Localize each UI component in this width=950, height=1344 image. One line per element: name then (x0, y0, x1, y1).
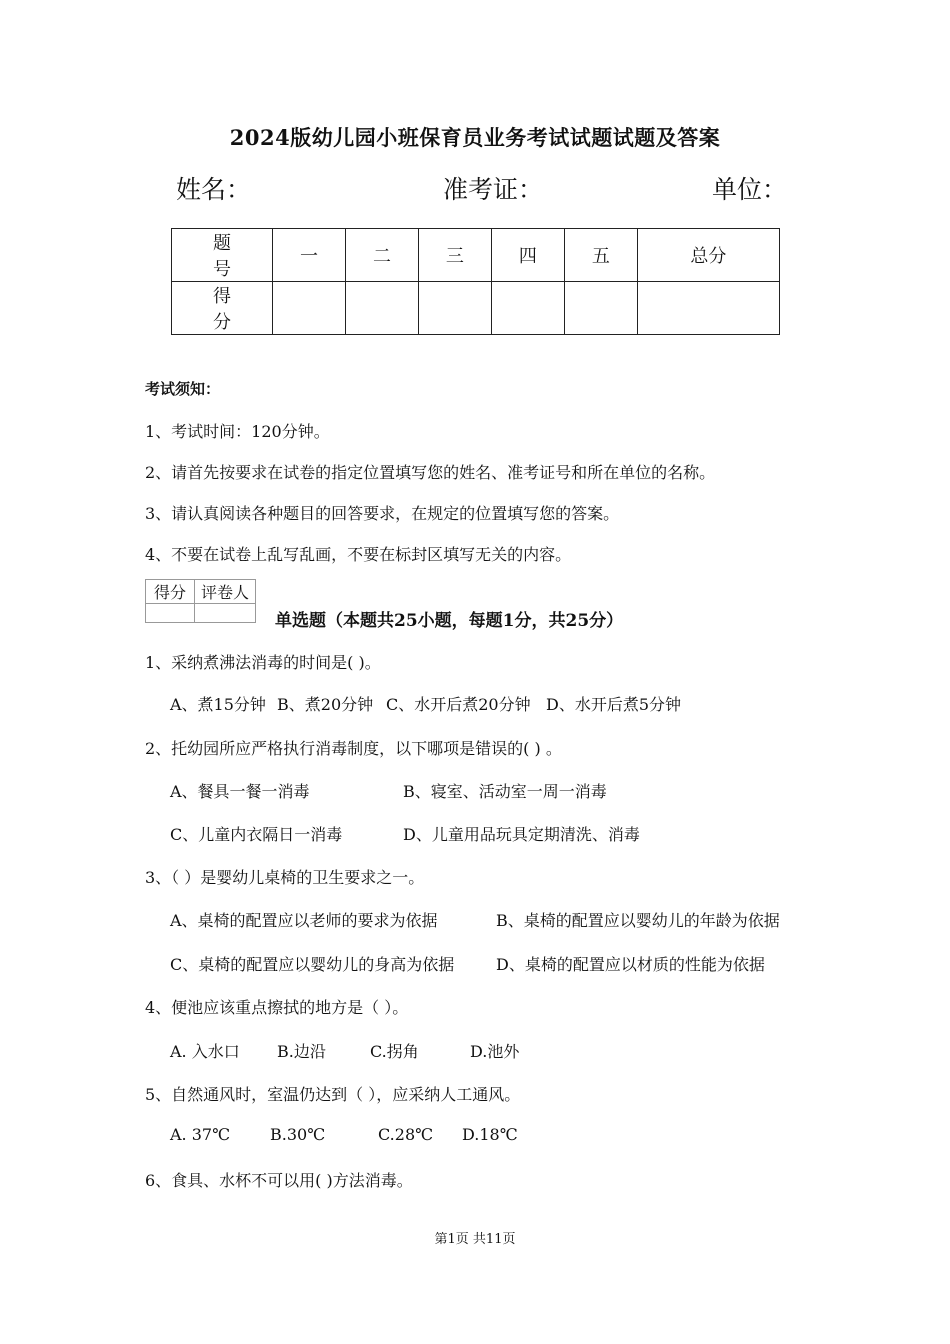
notice-item: 2、请首先按要求在试卷的指定位置填写您的姓名、准考证号和所在单位的名称。 (145, 463, 716, 482)
score-table-header-label: 题 号 (172, 229, 273, 282)
score-table-col-3: 三 (418, 229, 491, 282)
score-cell-2[interactable] (345, 282, 418, 335)
notice-item: 1、考试时间：120分钟。 (145, 422, 330, 441)
name-field-label: 姓名： (176, 175, 252, 204)
notice-title: 考试须知： (145, 380, 221, 398)
score-table-col-2: 二 (345, 229, 418, 282)
score-cell-4[interactable] (491, 282, 564, 335)
score-cell-total[interactable] (637, 282, 779, 335)
score-table (171, 228, 780, 335)
question-option: B.30℃ (270, 1125, 326, 1144)
page-footer: 第1页 共11页 (434, 1232, 516, 1247)
question-stem: 6、食具、水杯不可以用( )方法消毒。 (145, 1171, 413, 1190)
score-table-col-1: 一 (273, 229, 346, 282)
question-stem: 3、（ ）是婴幼儿桌椅的卫生要求之一。 (145, 868, 425, 887)
score-cell-5[interactable] (564, 282, 637, 335)
question-option: A. 37℃ (170, 1125, 230, 1144)
question-option: A、餐具一餐一消毒 (170, 782, 310, 801)
notice-item: 3、请认真阅读各种题目的回答要求，在规定的位置填写您的答案。 (145, 504, 620, 523)
question-option: D.池外 (470, 1042, 520, 1061)
score-table-col-4: 四 (491, 229, 564, 282)
notice-item: 4、不要在试卷上乱写乱画，不要在标封区填写无关的内容。 (145, 545, 572, 564)
grader-box (145, 579, 256, 623)
question-option: B.边沿 (277, 1042, 326, 1061)
score-cell-3[interactable] (418, 282, 491, 335)
score-table-score-row (172, 282, 780, 335)
unit-field-label: 单位： (712, 175, 788, 204)
question-option: D、桌椅的配置应以材质的性能为依据 (496, 955, 765, 974)
grader-reviewer-cell[interactable] (195, 604, 256, 623)
question-option: A、桌椅的配置应以老师的要求为依据 (170, 911, 438, 930)
score-table-col-total: 总分 (637, 229, 779, 282)
section-title: 单选题（本题共25小题，每题1分，共25分） (275, 611, 624, 631)
question-option: B、桌椅的配置应以婴幼儿的年龄为依据 (496, 911, 780, 930)
question-option: C.28℃ (378, 1125, 434, 1144)
score-table-col-5: 五 (564, 229, 637, 282)
grader-reviewer-label: 评卷人 (195, 580, 256, 604)
question-option: B、寝室、活动室一周一消毒 (403, 782, 607, 801)
score-cell-1[interactable] (273, 282, 346, 335)
document-title: 2024版幼儿园小班保育员业务考试试题试题及答案 (229, 125, 721, 150)
question-stem: 1、采纳煮沸法消毒的时间是( )。 (145, 653, 381, 672)
grader-score-cell[interactable] (146, 604, 195, 623)
question-stem: 2、托幼园所应严格执行消毒制度，以下哪项是错误的( ) 。 (145, 739, 562, 758)
question-option: C、桌椅的配置应以婴幼儿的身高为依据 (170, 955, 455, 974)
question-option: D.18℃ (462, 1125, 518, 1144)
score-table-header-row (172, 229, 780, 282)
question-option: A. 入水口 (170, 1042, 240, 1061)
question-option: C.拐角 (370, 1042, 419, 1061)
score-table-score-label: 得 分 (172, 282, 273, 335)
question-option: A、煮15分钟 (170, 695, 266, 714)
exam-id-field-label: 准考证： (443, 175, 544, 204)
question-option: D、儿童用品玩具定期清洗、消毒 (403, 825, 640, 844)
question-option: C、水开后煮20分钟 (386, 695, 531, 714)
question-stem: 5、自然通风时，室温仍达到（ ），应采纳人工通风。 (145, 1085, 521, 1104)
question-option: D、水开后煮5分钟 (546, 695, 682, 714)
question-option: C、儿童内衣隔日一消毒 (170, 825, 343, 844)
question-option: B、煮20分钟 (277, 695, 374, 714)
grader-score-label: 得分 (146, 580, 195, 604)
question-stem: 4、便池应该重点擦拭的地方是（ ）。 (145, 998, 409, 1017)
